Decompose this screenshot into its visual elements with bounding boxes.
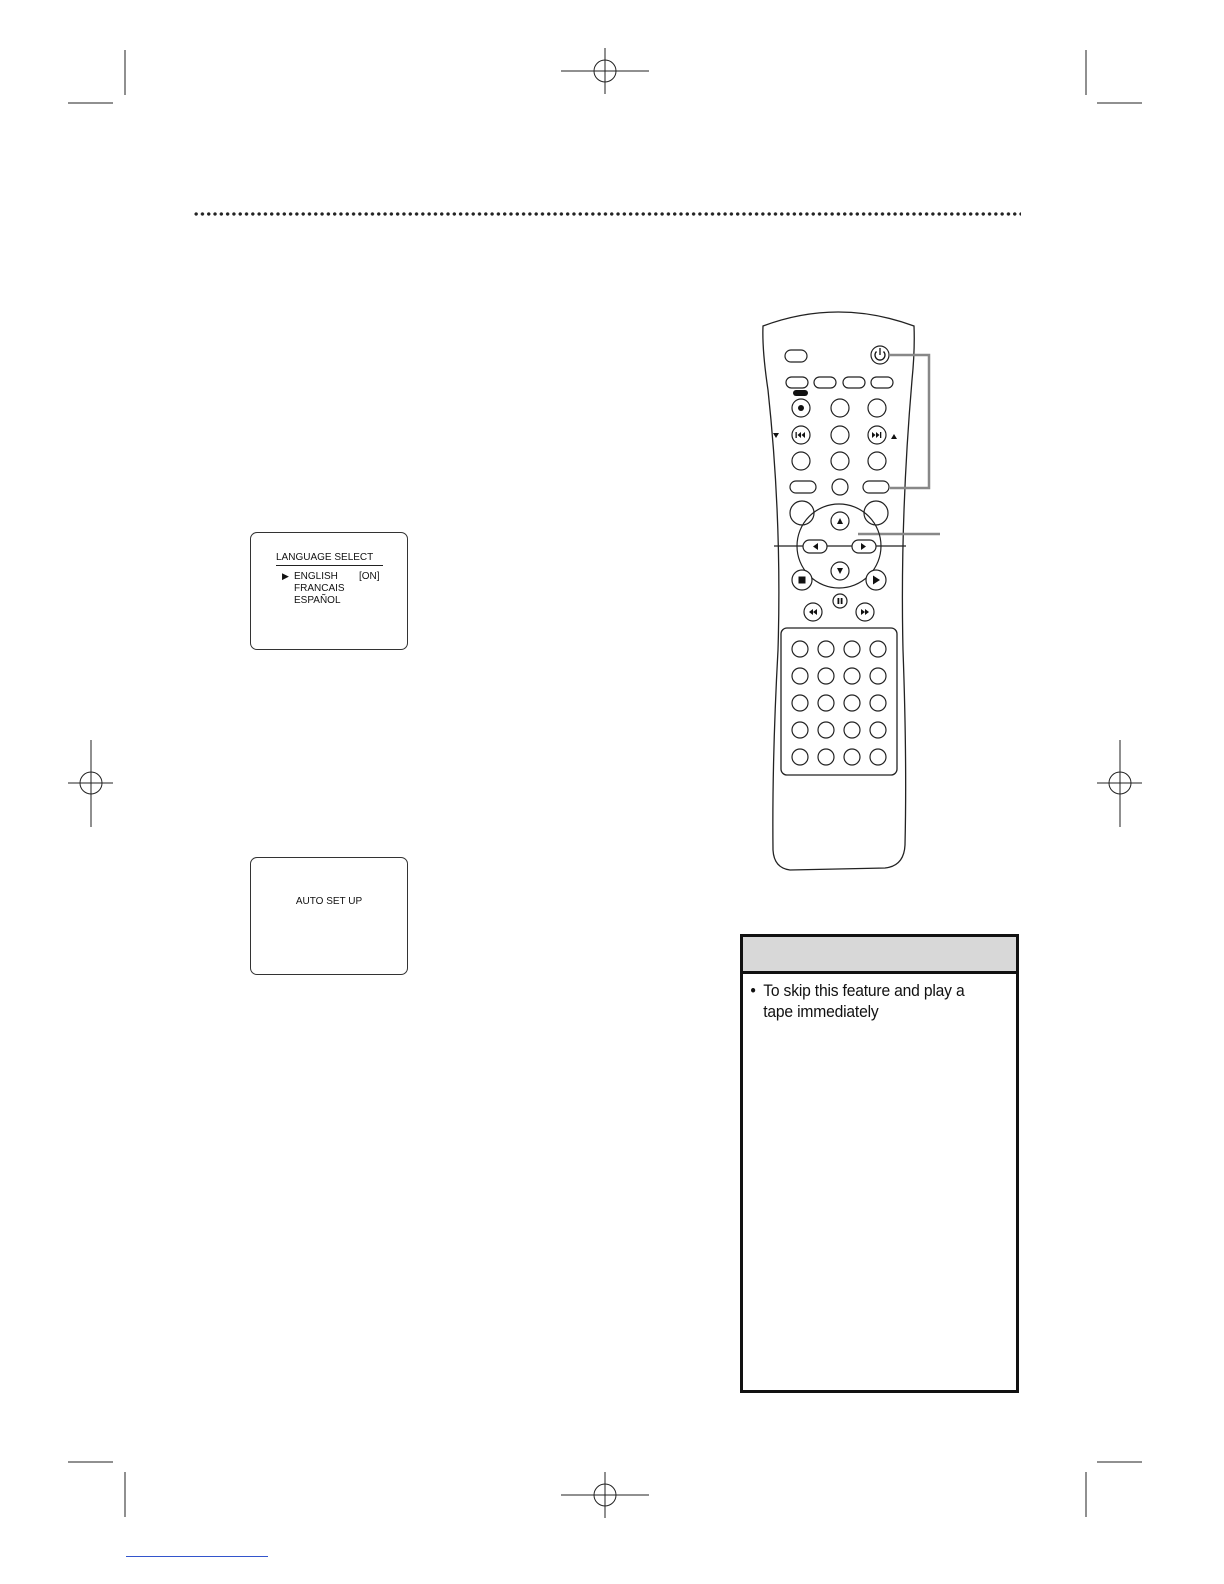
remote-oval-button	[871, 377, 893, 388]
selection-pointer-icon: ▶	[282, 571, 289, 581]
remote-control-illustration	[755, 300, 955, 880]
remote-oval-button	[785, 350, 807, 362]
remote-round-button	[868, 452, 886, 470]
remote-round-button	[831, 452, 849, 470]
number-pad-buttons	[792, 641, 886, 765]
language-select-title: LANGUAGE SELECT	[276, 552, 383, 566]
record-indicator	[793, 390, 808, 396]
footer-underline	[126, 1556, 268, 1557]
remote-oval-button	[814, 377, 836, 388]
record-icon	[798, 405, 804, 411]
remote-round-button	[792, 452, 810, 470]
dotted-divider	[193, 211, 1021, 217]
tv-screen-auto-set-up	[250, 857, 408, 975]
hint-bullet: •	[750, 981, 756, 1000]
language-option-espanol: ESPAÑOL	[294, 595, 341, 606]
remote-round-button	[868, 399, 886, 417]
stop-icon	[799, 577, 806, 584]
remote-round-button	[832, 479, 848, 495]
hint-box	[740, 934, 1019, 1393]
remote-round-button	[864, 501, 888, 525]
remote-round-button	[831, 399, 849, 417]
auto-set-up-label: AUTO SET UP	[295, 896, 363, 907]
remote-oval-button	[786, 377, 808, 388]
hint-box-header	[743, 937, 1016, 974]
hint-text: To skip this feature and play a tape immediately	[763, 981, 965, 1021]
down-small-icon	[773, 433, 779, 438]
language-selected-state: [ON]	[359, 571, 380, 582]
remote-oval-button	[863, 481, 889, 493]
language-option-english: ENGLISH	[294, 571, 338, 582]
tv-screen-language-select	[250, 532, 408, 650]
up-small-icon	[891, 434, 897, 439]
remote-body	[763, 312, 914, 870]
remote-oval-button	[843, 377, 865, 388]
language-option-francais: FRANCAIS	[294, 583, 345, 594]
remote-round-button	[831, 426, 849, 444]
remote-oval-button	[790, 481, 816, 493]
pause-button	[833, 594, 847, 608]
hint-item	[743, 974, 994, 1022]
remote-round-button	[790, 501, 814, 525]
